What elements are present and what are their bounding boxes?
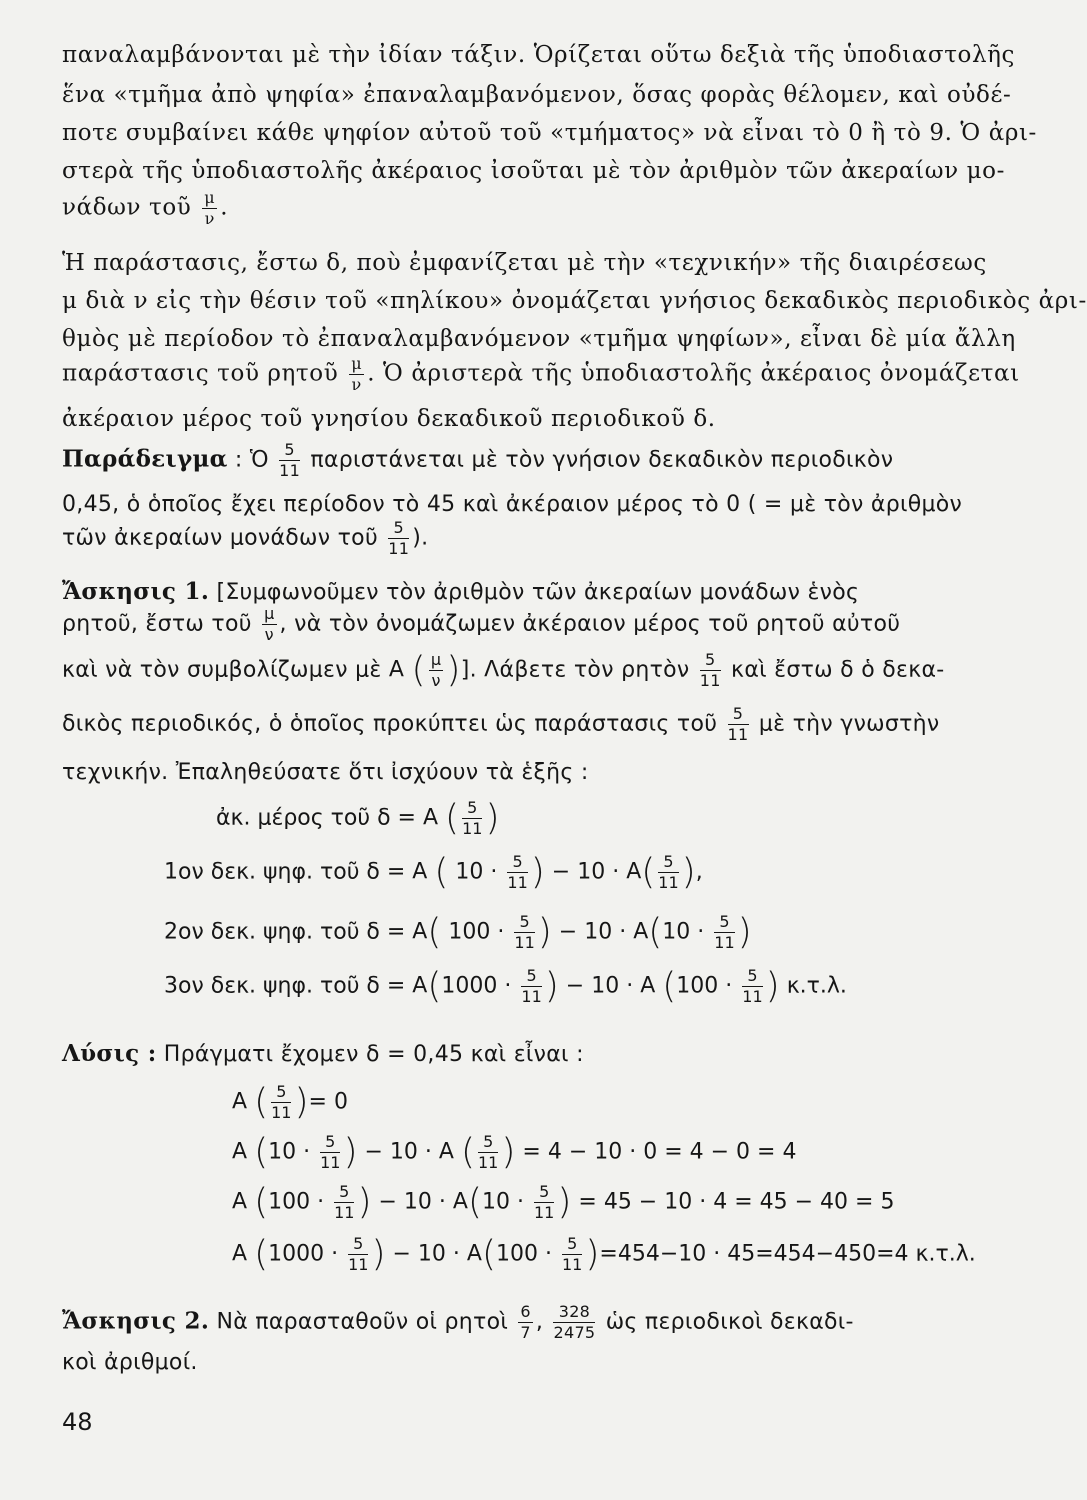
paren-left: ( xyxy=(411,649,426,691)
paren-right: ) xyxy=(681,851,696,893)
result: = 4 − 10 · 0 = 4 − 0 = 4 xyxy=(522,1139,797,1165)
exercise-line xyxy=(62,578,859,605)
text-line xyxy=(62,706,940,743)
paren-right: ) xyxy=(737,911,752,953)
solution-eq-3 xyxy=(232,1181,895,1223)
text-line xyxy=(62,649,945,691)
factor: 10 · xyxy=(268,1139,311,1165)
paren-right: ) xyxy=(557,1181,572,1223)
fraction-mu-nu xyxy=(349,356,364,393)
text-fragment: παράστασις τοῦ ρητοῦ xyxy=(62,360,339,387)
text-fragment: . xyxy=(220,194,229,221)
text-line xyxy=(62,190,228,227)
fraction-5-11 xyxy=(521,968,541,1005)
text-fragment: ὡς περιοδικοὶ δεκαδι- xyxy=(605,1309,854,1335)
paren-right: ) xyxy=(585,1233,600,1275)
factor: 10 · xyxy=(662,919,705,945)
factor: 100 · xyxy=(448,919,505,945)
fraction-mu-nu xyxy=(262,606,276,643)
text-line: στερὰ τῆς ὑποδιαστολῆς ἀκέραιος ἰσοῦται μὲ τὸν ἀριθμὸν τῶν ἀκεραίων μο- xyxy=(62,158,1005,184)
fraction-5-11 xyxy=(271,1084,291,1121)
text-fragment: , νὰ τὸν ὀνομάζωμεν ἀκέραιον μέρος τοῦ ρητοῦ αὐτοῦ xyxy=(279,611,901,637)
numerator: 5 xyxy=(562,1236,582,1255)
equation-digit-3 xyxy=(164,965,847,1007)
factor: 100 · xyxy=(268,1189,325,1215)
denominator: ν xyxy=(351,375,362,394)
denominator: ν xyxy=(264,625,274,644)
paren-left: ( xyxy=(254,1131,269,1173)
page-number: 48 xyxy=(62,1408,93,1436)
paren-left: ( xyxy=(481,1233,496,1275)
paren-left: ( xyxy=(254,1081,269,1123)
A-symbol: Α xyxy=(232,1189,248,1215)
numerator: μ xyxy=(264,604,275,623)
text-fragment: : Ὁ xyxy=(234,447,269,473)
minus-term: − 10 · Α xyxy=(565,973,656,999)
solution-label: Λύσις : xyxy=(62,1040,157,1067)
text-line: μ διὰ ν εἰς τὴν θέσιν τοῦ «πηλίκου» ὀνομάζεται γνήσιος δεκαδικὸς περιοδικὸς ἀρι- xyxy=(62,288,1087,314)
fraction-5-11 xyxy=(507,854,527,891)
text-fragment: [Συμφωνοῦμεν τὸν ἀριθμὸν τῶν ἀκεραίων μονάδων ἑνὸς xyxy=(216,580,860,605)
text-fragment: Πράγματι ἔχομεν δ = 0,45 καὶ εἶναι : xyxy=(163,1042,584,1067)
text-line: κοὶ ἀριθμοί. xyxy=(62,1350,198,1375)
paren-left: ( xyxy=(460,1131,475,1173)
numerator: 5 xyxy=(507,854,527,873)
text-line: ἀκέραιον μέρος τοῦ γνησίου δεκαδικοῦ περιοδικοῦ δ. xyxy=(62,406,716,432)
fraction-5-11 xyxy=(334,1184,354,1221)
fraction-5-11 xyxy=(534,1184,554,1221)
numerator: 5 xyxy=(742,968,762,987)
text-fragment: νάδων τοῦ xyxy=(62,194,192,221)
minus-term: − 10 · Α xyxy=(392,1241,482,1267)
numerator: μ xyxy=(430,650,442,669)
denominator: 11 xyxy=(320,1153,341,1172)
paren-left: ( xyxy=(662,965,677,1007)
factor: 1000 · xyxy=(441,973,512,999)
denominator: 7 xyxy=(520,1323,531,1342)
denominator: 11 xyxy=(533,1203,555,1222)
paren-right: ) xyxy=(501,1131,516,1173)
minus-term: − 10 · Α xyxy=(378,1189,468,1215)
fraction-5-11 xyxy=(658,854,678,891)
text-line: τεχνικήν. Ἐπαληθεύσατε ὅτι ἰσχύουν τὰ ἑξῆς : xyxy=(62,760,589,785)
equation-integer-part xyxy=(216,797,500,839)
numerator: 5 xyxy=(348,1236,368,1255)
fraction-328-2475 xyxy=(553,1304,595,1341)
numerator: μ xyxy=(204,188,216,207)
exercise-line: Ἄσκησις 2. Νὰ παρασταθοῦν οἱ ρητοὶ $\frac{6}{7}$ , $\frac{328}{2475}$ ὡς περιοδικοὶ δεκαδι- xyxy=(62,1302,854,1342)
equation-digit-1: 1ον δεκ. ψηφ. τοῦ δ = Α ( 10 · $\frac{5}{11}$ ) − 10 · Α( $\frac{5}{11}$ ), xyxy=(164,851,703,893)
equation-label: 2ον δεκ. ψηφ. τοῦ δ = Α xyxy=(164,919,428,945)
numerator: 5 xyxy=(320,1134,340,1153)
paren-left: ( xyxy=(427,911,442,953)
paren-right: ) xyxy=(357,1181,372,1223)
paren-right: ) xyxy=(294,1081,309,1123)
fraction-5-11 xyxy=(700,652,721,689)
result: =454−10 · 45=454−450=4 κ.τ.λ. xyxy=(599,1241,976,1267)
text-fragment: δικὸς περιοδικός, ὁ ὁποῖος προκύπτει ὡς παράστασις τοῦ xyxy=(62,711,718,737)
A-symbol: Α xyxy=(232,1241,248,1267)
denominator: 11 xyxy=(388,539,410,558)
paren-right: ) xyxy=(371,1233,386,1275)
text-line: ποτε συμβαίνει κάθε ψηφίον αὐτοῦ τοῦ «τμήματος» νὰ εἶναι τὸ 0 ἢ τὸ 9. Ὁ ἀρι- xyxy=(62,120,1037,146)
factor: 100 · xyxy=(676,973,733,999)
text-fragment: ]. Λάβετε τὸν ρητὸν xyxy=(460,657,690,683)
text-line xyxy=(62,520,428,557)
text-line: 0,45, ὁ ὁποῖος ἔχει περίοδον τὸ 45 καὶ ἀκέραιον μέρος τὸ 0 ( = μὲ τὸν ἀριθμὸν xyxy=(62,492,963,517)
numerator: 5 xyxy=(334,1184,354,1203)
text-line xyxy=(62,606,900,643)
solution-eq-1 xyxy=(232,1081,348,1123)
paren-right: ) xyxy=(765,965,780,1007)
paren-left: ( xyxy=(254,1233,269,1275)
factor: 10 · xyxy=(455,859,498,885)
factor: 10 · xyxy=(482,1189,524,1215)
text-fragment: καὶ νὰ τὸν συμβολίζωμεν μὲ Α xyxy=(62,657,405,683)
numerator: 5 xyxy=(462,800,482,819)
denominator: 11 xyxy=(727,725,749,744)
numerator: 5 xyxy=(728,706,749,725)
denominator: 2475 xyxy=(553,1323,596,1342)
fraction-6-7 xyxy=(518,1304,532,1341)
example-line xyxy=(62,442,893,479)
numerator: 5 xyxy=(478,1134,498,1153)
text-line: Ἡ παράστασις, ἔστω δ, ποὺ ἐμφανίζεται μὲ τὴν «τεχνικήν» τῆς διαιρέσεως xyxy=(62,250,987,276)
text-fragment: παριστάνεται μὲ τὸν γνήσιον δεκαδικὸν περιοδικὸν xyxy=(310,447,894,473)
solution-eq-4 xyxy=(232,1233,976,1275)
text-fragment: Νὰ παρασταθοῦν οἱ ρητοὶ xyxy=(216,1309,509,1335)
minus-term: − 10 · Α xyxy=(364,1139,454,1165)
minus-term: − 10 · Α xyxy=(551,859,642,885)
text-line: ἕνα «τμῆμα ἀπὸ ψηφία» ἐπαναλαμβανόμενον, ὅσας φορὰς θέλομεν, καὶ οὐδέ- xyxy=(62,82,1012,108)
fraction-5-11 xyxy=(728,706,749,743)
paren-right: ) xyxy=(343,1131,358,1173)
etc-text: κ.τ.λ. xyxy=(786,973,847,999)
text-fragment: καὶ ἔστω δ ὁ δεκα- xyxy=(731,657,945,683)
text-fragment: τῶν ἀκεραίων μονάδων τοῦ xyxy=(62,525,378,551)
numerator: 5 xyxy=(521,968,541,987)
denominator: 11 xyxy=(279,461,301,480)
paren-left: ( xyxy=(641,851,656,893)
denominator: 11 xyxy=(742,987,763,1006)
denominator: ν xyxy=(204,209,215,228)
paren-right: ) xyxy=(485,797,500,839)
fraction-5-11 xyxy=(320,1134,340,1171)
paren-left: ( xyxy=(445,797,460,839)
fraction-5-11 xyxy=(714,914,734,951)
minus-term: − 10 · Α xyxy=(558,919,649,945)
equation-label: 3ον δεκ. ψηφ. τοῦ δ = Α xyxy=(164,973,428,999)
text-fragment: ). xyxy=(412,525,429,551)
text-line: θμὸς μὲ περίοδον τὸ ἐπαναλαμβανόμενον «τμῆμα ψηφίων», εἶναι δὲ μία ἄλλη xyxy=(62,326,1016,352)
numerator: 5 xyxy=(700,652,721,671)
numerator: 5 xyxy=(271,1084,291,1103)
denominator: 11 xyxy=(348,1255,369,1274)
fraction-mu-nu xyxy=(202,190,217,227)
denominator: 11 xyxy=(507,873,528,892)
text-fragment: . Ὁ ἀριστερὰ τῆς ὑποδιαστολῆς ἀκέραιος ὀνομάζεται xyxy=(367,360,1020,387)
factor: 100 · xyxy=(496,1241,552,1267)
denominator: 11 xyxy=(561,1255,583,1274)
result: = 45 − 10 · 4 = 45 − 40 = 5 xyxy=(578,1189,895,1215)
solution-line xyxy=(62,1040,584,1067)
text-line xyxy=(62,356,1020,393)
fraction-5-11 xyxy=(478,1134,498,1171)
paren-left: ( xyxy=(467,1181,482,1223)
paren-left: ( xyxy=(434,851,449,893)
fraction-5-11 xyxy=(388,520,409,557)
numerator: 328 xyxy=(553,1304,595,1323)
numerator: 5 xyxy=(658,854,678,873)
denominator: 11 xyxy=(658,873,679,892)
fraction-5-11 xyxy=(514,914,534,951)
denominator: 11 xyxy=(271,1103,292,1122)
paren-right: ) xyxy=(544,965,559,1007)
fraction-5-11 xyxy=(562,1236,582,1273)
exercise-label: Ἄσκησις 2. xyxy=(62,1307,210,1335)
fraction-5-11 xyxy=(279,442,300,479)
fraction-5-11 xyxy=(348,1236,368,1273)
denominator: 11 xyxy=(714,933,735,952)
paren-left: ( xyxy=(427,965,442,1007)
denominator: 11 xyxy=(521,987,542,1006)
denominator: ν xyxy=(431,671,441,690)
numerator: 6 xyxy=(520,1302,531,1321)
denominator: 11 xyxy=(514,933,535,952)
paren-left: ( xyxy=(254,1181,269,1223)
factor: 1000 · xyxy=(268,1241,339,1267)
numerator: 5 xyxy=(534,1184,554,1203)
paren-left: ( xyxy=(648,911,663,953)
A-symbol: Α xyxy=(232,1089,248,1115)
denominator: 11 xyxy=(699,671,721,690)
text-fragment: ρητοῦ, ἔστω τοῦ xyxy=(62,611,252,637)
A-symbol: Α xyxy=(232,1139,248,1165)
paren-right: ) xyxy=(446,649,461,691)
exercise-label: Ἄσκησις 1. xyxy=(62,578,210,605)
equation-label: ἀκ. μέρος τοῦ δ = Α xyxy=(216,805,439,831)
text-line: παναλαμβάνονται μὲ τὴν ἰδίαν τάξιν. Ὁρίζεται οὕτω δεξιὰ τῆς ὑποδιαστολῆς xyxy=(62,42,1016,68)
denominator: 11 xyxy=(334,1203,355,1222)
denominator: 11 xyxy=(478,1153,499,1172)
numerator: μ xyxy=(351,354,363,373)
denominator: 11 xyxy=(462,819,483,838)
equation-label: 1ον δεκ. ψηφ. τοῦ δ = Α xyxy=(164,859,428,885)
example-label: Παράδειγμα xyxy=(62,445,228,473)
numerator: 5 xyxy=(279,442,300,461)
equation-digit-2 xyxy=(164,911,752,953)
numerator: 5 xyxy=(714,914,734,933)
numerator: 5 xyxy=(388,520,409,539)
fraction-5-11 xyxy=(742,968,762,1005)
paren-right: ) xyxy=(537,911,552,953)
fraction-5-11 xyxy=(462,800,482,837)
numerator: 5 xyxy=(514,914,534,933)
fraction-mu-nu xyxy=(429,652,443,689)
solution-eq-2 xyxy=(232,1131,797,1173)
text-fragment: μὲ τὴν γνωστὴν xyxy=(758,711,940,737)
result: = 0 xyxy=(308,1089,348,1115)
paren-right: ) xyxy=(530,851,545,893)
